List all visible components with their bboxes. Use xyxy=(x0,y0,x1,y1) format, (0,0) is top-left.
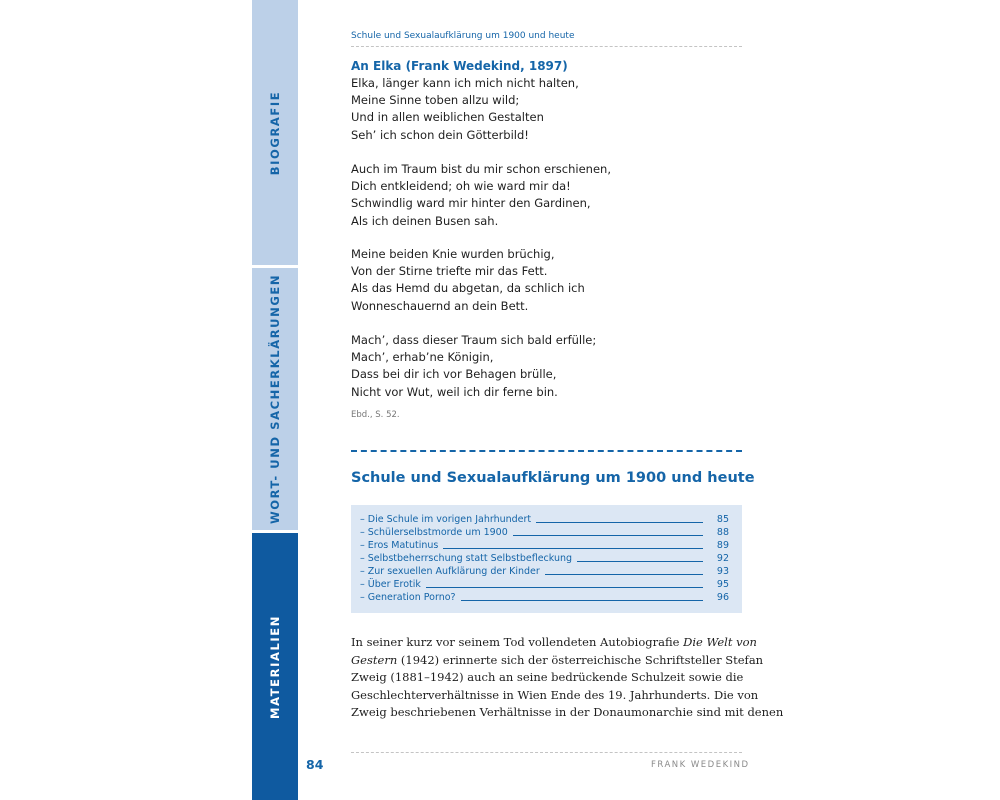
toc-entry-label: – Zur sexuellen Aufklärung der Kinder xyxy=(360,566,540,577)
side-tab-label: MATERIALIEN xyxy=(268,614,282,719)
body-line: Zweig beschriebenen Verhältnisse in der Donaumonarchie sind mit denen xyxy=(351,705,784,720)
poem-line: Meine Sinne toben allzu wild; xyxy=(351,93,520,108)
toc-entry-label: – Selbstbeherrschung statt Selbstbefleckung xyxy=(360,553,573,564)
side-tab-wort-und-sacherklaerungen[interactable] xyxy=(252,268,298,530)
running-footer: FRANK WEDEKIND xyxy=(651,760,750,770)
page-number: 84 xyxy=(306,757,324,772)
body-line: Zweig (1881–1942) auch an seine bedrückende Schulzeit sowie die xyxy=(351,670,744,685)
table-of-contents xyxy=(351,505,742,613)
poem-line: Als das Hemd du abgetan, da schlich ich xyxy=(351,281,585,296)
toc-entry[interactable] xyxy=(360,538,729,551)
poem-line: Als ich deinen Busen sah. xyxy=(351,213,499,228)
poem-stanza xyxy=(351,332,596,401)
toc-entry-page: 92 xyxy=(716,553,729,564)
toc-entry-page: 96 xyxy=(716,592,729,603)
poem-line: Seh’ ich schon dein Götterbild! xyxy=(351,127,529,142)
header-divider xyxy=(351,46,742,47)
poem-line: Wonneschauernd an dein Bett. xyxy=(351,298,529,313)
body-text-run: In seiner kurz vor seinem Tod vollendeten Autobiografie xyxy=(351,635,684,649)
body-paragraph xyxy=(351,634,784,722)
poem-line: Mach’, dass dieser Traum sich bald erfülle; xyxy=(351,333,597,347)
toc-entry-label: – Über Erotik xyxy=(360,579,421,590)
side-tab-label: WORT- UND SACHERKLÄRUNGEN xyxy=(268,273,283,525)
footer-divider xyxy=(351,752,742,753)
toc-entry[interactable] xyxy=(360,590,729,603)
side-tab-materialien[interactable] xyxy=(252,533,298,800)
poem-line: Dich entkleidend; oh wie ward mir da! xyxy=(351,179,571,194)
poem-title: An Elka (Frank Wedekind, 1897) xyxy=(351,59,568,73)
toc-entry[interactable] xyxy=(360,512,729,525)
toc-entry-page: 85 xyxy=(716,514,729,525)
poem-line: Auch im Traum bist du mir schon erschienen, xyxy=(351,162,611,176)
poem-source: Ebd., S. 52. xyxy=(351,410,400,420)
poem-stanza xyxy=(351,75,579,144)
poem-line: Mach’, erhab’ne Königin, xyxy=(351,350,494,365)
body-line: Geschlechterverhältnisse in Wien Ende des 19. Jahrhunderts. Die von xyxy=(351,687,759,702)
poem-line: Von der Stirne triefte mir das Fett. xyxy=(351,264,548,279)
toc-leader-line xyxy=(426,587,703,588)
toc-entry[interactable] xyxy=(360,525,729,538)
side-tab-label: BIOGRAFIE xyxy=(268,90,282,175)
poem-line: Und in allen weiblichen Gestalten xyxy=(351,110,544,125)
section-heading: Schule und Sexualaufklärung um 1900 und heute xyxy=(351,470,755,486)
side-tab-biografie[interactable] xyxy=(252,0,298,265)
toc-leader-line xyxy=(536,522,703,523)
toc-leader-line xyxy=(461,600,703,601)
poem-stanza xyxy=(351,246,585,315)
section-divider xyxy=(351,450,742,452)
toc-entry-label: – Schülerselbstmorde um 1900 xyxy=(360,527,508,538)
toc-entry-label: – Eros Matutinus xyxy=(360,540,439,551)
toc-leader-line xyxy=(545,574,703,575)
book-title: Die Welt von xyxy=(683,635,757,649)
toc-entry-page: 93 xyxy=(716,566,729,577)
poem-line: Schwindlig ward mir hinter den Gardinen, xyxy=(351,196,591,211)
running-head: Schule und Sexualaufklärung um 1900 und heute xyxy=(351,31,575,41)
poem-line: Nicht vor Wut, weil ich dir ferne bin. xyxy=(351,384,558,399)
toc-entry[interactable] xyxy=(360,577,729,590)
body-text-run: (1942) erinnerte sich der österreichische Schriftsteller Stefan xyxy=(397,652,764,667)
toc-entry-page: 89 xyxy=(716,540,729,551)
toc-entry[interactable] xyxy=(360,564,729,577)
body-line xyxy=(351,652,764,670)
book-title: Gestern xyxy=(351,652,398,667)
poem-line: Elka, länger kann ich mich nicht halten, xyxy=(351,76,579,90)
toc-leader-line xyxy=(513,535,703,536)
poem-line: Meine beiden Knie wurden brüchig, xyxy=(351,247,555,261)
toc-leader-line xyxy=(443,548,703,549)
toc-entry-page: 88 xyxy=(716,527,729,538)
poem-line: Dass bei dir ich vor Behagen brülle, xyxy=(351,367,557,382)
toc-entry-page: 95 xyxy=(716,579,729,590)
toc-leader-line xyxy=(577,561,703,562)
poem-stanza xyxy=(351,161,611,230)
toc-entry-label: – Generation Porno? xyxy=(360,592,456,603)
body-line xyxy=(351,634,757,652)
toc-entry[interactable] xyxy=(360,551,729,564)
toc-entry-label: – Die Schule im vorigen Jahrhundert xyxy=(360,514,532,525)
